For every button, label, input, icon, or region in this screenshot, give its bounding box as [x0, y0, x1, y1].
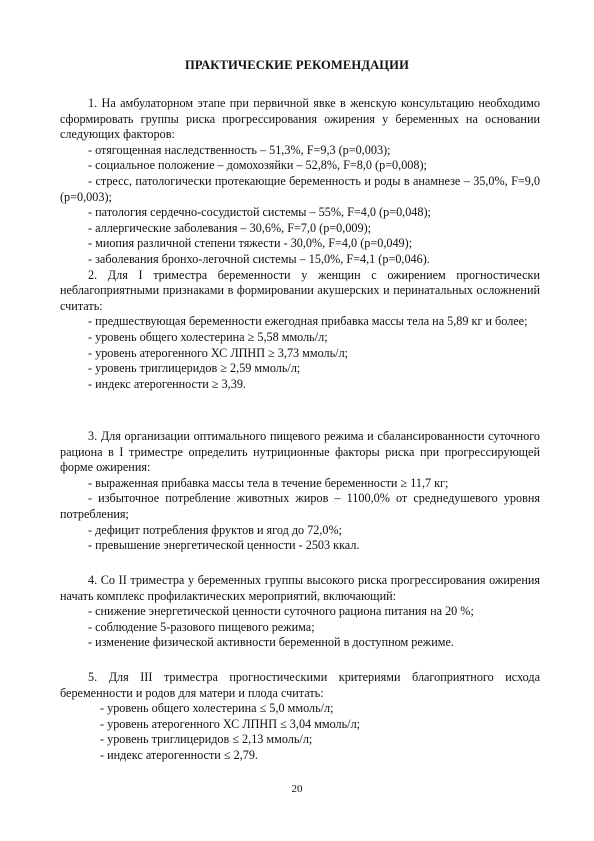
- page-number: 20: [291, 783, 303, 795]
- section-4-item: - изменение физической активности беременной в доступном режиме.: [88, 635, 454, 650]
- section-4-item: - снижение энергетической ценности суточного рациона питания на 20 %;: [88, 604, 474, 619]
- section-4: [60, 573, 540, 651]
- section-1-item: - отягощенная наследственность – 51,3%, F=9,3 (p=0,003);: [88, 142, 391, 157]
- section-2-item: - уровень общего холестерина ≥ 5,58 ммоль/л;: [88, 329, 328, 344]
- section-4-intro: 4. Со II триместра у беременных группы высокого риска прогрессирования ожирения начать комплекс профилактических мероприятий, включающий:: [60, 573, 540, 603]
- section-3-item: - дефицит потребления фруктов и ягод до 72,0%;: [88, 522, 343, 537]
- section-3-item: - выраженная прибавка массы тела в течение беременности ≥ 11,7 кг;: [88, 475, 449, 490]
- section-2-item: - уровень атерогенного ХС ЛПНП ≥ 3,73 ммоль/л;: [88, 345, 349, 360]
- section-1-item: - миопия различной степени тяжести - 30,0%, F=4,0 (p=0,049);: [88, 236, 413, 251]
- section-4-item: - соблюдение 5-разового пищевого режима;: [88, 619, 315, 634]
- section-3-item: - избыточное потребление животных жиров – 1100,0% от среднедушевого уровня потребления;: [60, 491, 540, 521]
- section-1: [60, 96, 540, 392]
- section-5-item: - уровень атерогенного ХС ЛПНП ≤ 3,04 ммоль/л;: [100, 716, 361, 731]
- section-2-intro: 2. Для I триместра беременности у женщин с ожирением прогностически неблагоприятными признаками в формировании акушерских и перинатальных осложнений считать:: [60, 267, 540, 313]
- section-2-item: - предшествующая беременности ежегодная прибавка массы тела на 5,89 кг и более;: [88, 314, 528, 329]
- section-1-item: - заболевания бронхо-легочной системы – 15,0%, F=4,1 (p=0,046).: [88, 251, 430, 266]
- section-3: [60, 429, 540, 554]
- section-5: [60, 670, 540, 764]
- section-2-item: - индекс атерогенности ≥ 3,39.: [88, 376, 246, 391]
- section-3-intro: 3. Для организации оптимального пищевого режима и сбалансированности суточного рациона в I триместре определить нутриционные факторы риска при прогрессирующей форме ожирения:: [60, 429, 540, 475]
- section-1-item: - патология сердечно-сосудистой системы – 55%, F=4,0 (p=0,048);: [88, 205, 431, 220]
- section-1-item: - социальное положение – домохозяйки – 52,8%, F=8,0 (p=0,008);: [88, 158, 427, 173]
- section-5-intro: 5. Для III триместра прогностическими критериями благоприятного исхода беременности и родов для матери и плода считать:: [60, 670, 540, 700]
- section-1-intro: 1. На амбулаторном этапе при первичной явке в женскую консультацию необходимо сформировать группы риска прогрессирования ожирения у беременных на основании следующих факторов:: [60, 96, 540, 142]
- page-title: ПРАКТИЧЕСКИЕ РЕКОМЕНДАЦИИ: [185, 58, 409, 72]
- section-2-item: - уровень триглицеридов ≥ 2,59 ммоль/л;: [88, 361, 301, 376]
- section-5-item: - уровень триглицеридов ≤ 2,13 ммоль/л;: [100, 732, 313, 747]
- section-5-item: - индекс атерогенности ≤ 2,79.: [100, 747, 258, 762]
- section-1-item: - стресс, патологически протекающие беременность и роды в анамнезе – 35,0%, F=9,0 (p=0,003);: [60, 173, 540, 204]
- section-5-item: - уровень общего холестерина ≤ 5,0 ммоль/л;: [100, 701, 334, 716]
- section-3-item: - превышение энергетической ценности - 2503 ккал.: [88, 538, 360, 553]
- section-1-item: - аллергические заболевания – 30,6%, F=7,0 (p=0,009);: [88, 220, 372, 235]
